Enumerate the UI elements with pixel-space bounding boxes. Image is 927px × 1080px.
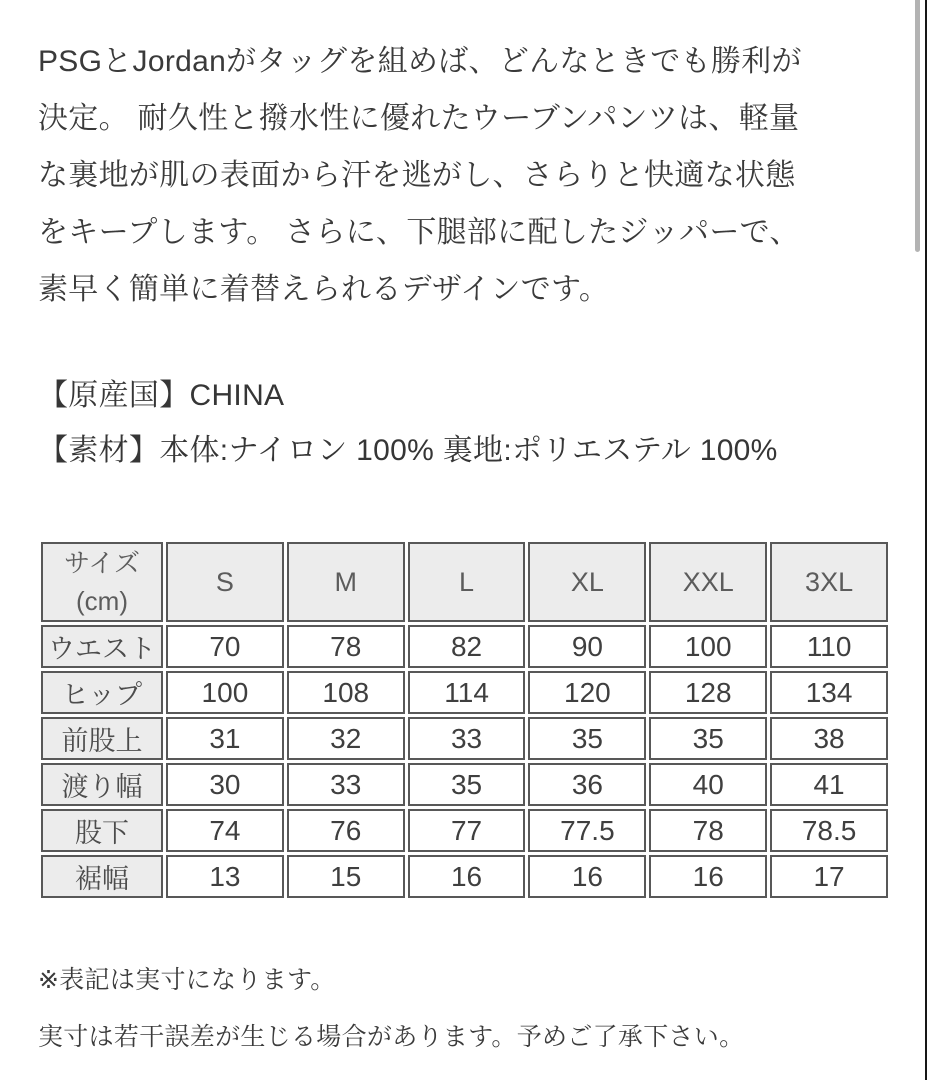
scrollbar-thumb[interactable] [915, 0, 920, 252]
note-tolerance: 実寸は若干誤差が生じる場合があります。予めご了承下さい。 [38, 1023, 745, 1051]
material-value: 本体:ナイロン 100% 裏地:ポリエステル 100% [159, 434, 778, 467]
hip-m: 108 [287, 671, 405, 714]
size-col-l: L [408, 542, 526, 622]
hip-3xl: 134 [770, 671, 888, 714]
row-label-waist: ウエスト [41, 625, 163, 668]
front-rise-xl: 35 [528, 717, 646, 760]
row-label-inseam: 股下 [41, 809, 163, 852]
product-description [38, 33, 893, 318]
thigh-width-m: 33 [287, 763, 405, 806]
size-col-m: M [287, 542, 405, 622]
size-col-xxl: XXL [649, 542, 767, 622]
thigh-width-l: 35 [408, 763, 526, 806]
hem-width-m: 15 [287, 855, 405, 898]
hem-width-xxl: 16 [649, 855, 767, 898]
inseam-s: 74 [166, 809, 284, 852]
hem-width-l: 16 [408, 855, 526, 898]
table-row-hip [41, 671, 888, 714]
thigh-width-3xl: 41 [770, 763, 888, 806]
row-label-hip: ヒップ [41, 671, 163, 714]
thigh-width-xl: 36 [528, 763, 646, 806]
waist-m: 78 [287, 625, 405, 668]
row-label-hem-width: 裾幅 [41, 855, 163, 898]
hip-l: 114 [408, 671, 526, 714]
inseam-l: 77 [408, 809, 526, 852]
hip-xxl: 128 [649, 671, 767, 714]
origin-line [38, 368, 893, 423]
waist-xl: 90 [528, 625, 646, 668]
front-rise-3xl: 38 [770, 717, 888, 760]
hip-xl: 120 [528, 671, 646, 714]
table-row-hem-width [41, 855, 888, 898]
thigh-width-s: 30 [166, 763, 284, 806]
origin-label: 【原産国】 [38, 379, 190, 412]
front-rise-l: 33 [408, 717, 526, 760]
table-row-inseam [41, 809, 888, 852]
size-col-3xl: 3XL [770, 542, 888, 622]
corner-label-unit: (cm) [76, 586, 128, 616]
measurement-notes [38, 963, 893, 1054]
front-rise-m: 32 [287, 717, 405, 760]
row-label-thigh-width: 渡り幅 [41, 763, 163, 806]
inseam-m: 76 [287, 809, 405, 852]
hip-s: 100 [166, 671, 284, 714]
description-line-1: PSGとJordanがタッグを組めば、どんなときでも勝利が [38, 45, 802, 78]
front-rise-xxl: 35 [649, 717, 767, 760]
material-label: 【素材】 [38, 434, 160, 467]
description-line-5: 素早く簡単に着替えられるデザインです。 [38, 273, 610, 306]
hem-width-3xl: 17 [770, 855, 888, 898]
size-table-corner-cell [41, 542, 163, 622]
corner-label-size: サイズ [64, 548, 140, 578]
description-line-4: をキープします。 さらに、下腿部に配したジッパーで、 [38, 216, 800, 249]
size-col-s: S [166, 542, 284, 622]
waist-s: 70 [166, 625, 284, 668]
material-line [38, 423, 893, 478]
size-table-header-row [41, 542, 888, 622]
inseam-xxl: 78 [649, 809, 767, 852]
waist-l: 82 [408, 625, 526, 668]
inseam-xl: 77.5 [528, 809, 646, 852]
size-col-xl: XL [528, 542, 646, 622]
front-rise-s: 31 [166, 717, 284, 760]
row-label-front-rise: 前股上 [41, 717, 163, 760]
hem-width-xl: 16 [528, 855, 646, 898]
thigh-width-xxl: 40 [649, 763, 767, 806]
size-table [38, 539, 891, 901]
product-details [38, 368, 893, 478]
inseam-3xl: 78.5 [770, 809, 888, 852]
table-row-front-rise [41, 717, 888, 760]
origin-value: CHINA [189, 379, 285, 412]
page-content [0, 33, 927, 1054]
description-line-2: 決定。 耐久性と撥水性に優れたウーブンパンツは、軽量 [38, 102, 800, 135]
waist-3xl: 110 [770, 625, 888, 668]
description-line-3: な裏地が肌の表面から汗を逃がし、さらりと快適な状態 [38, 159, 796, 192]
hem-width-s: 13 [166, 855, 284, 898]
table-row-thigh-width [41, 763, 888, 806]
waist-xxl: 100 [649, 625, 767, 668]
note-actual-measurement: ※表記は実寸になります。 [38, 966, 336, 994]
table-row-waist [41, 625, 888, 668]
